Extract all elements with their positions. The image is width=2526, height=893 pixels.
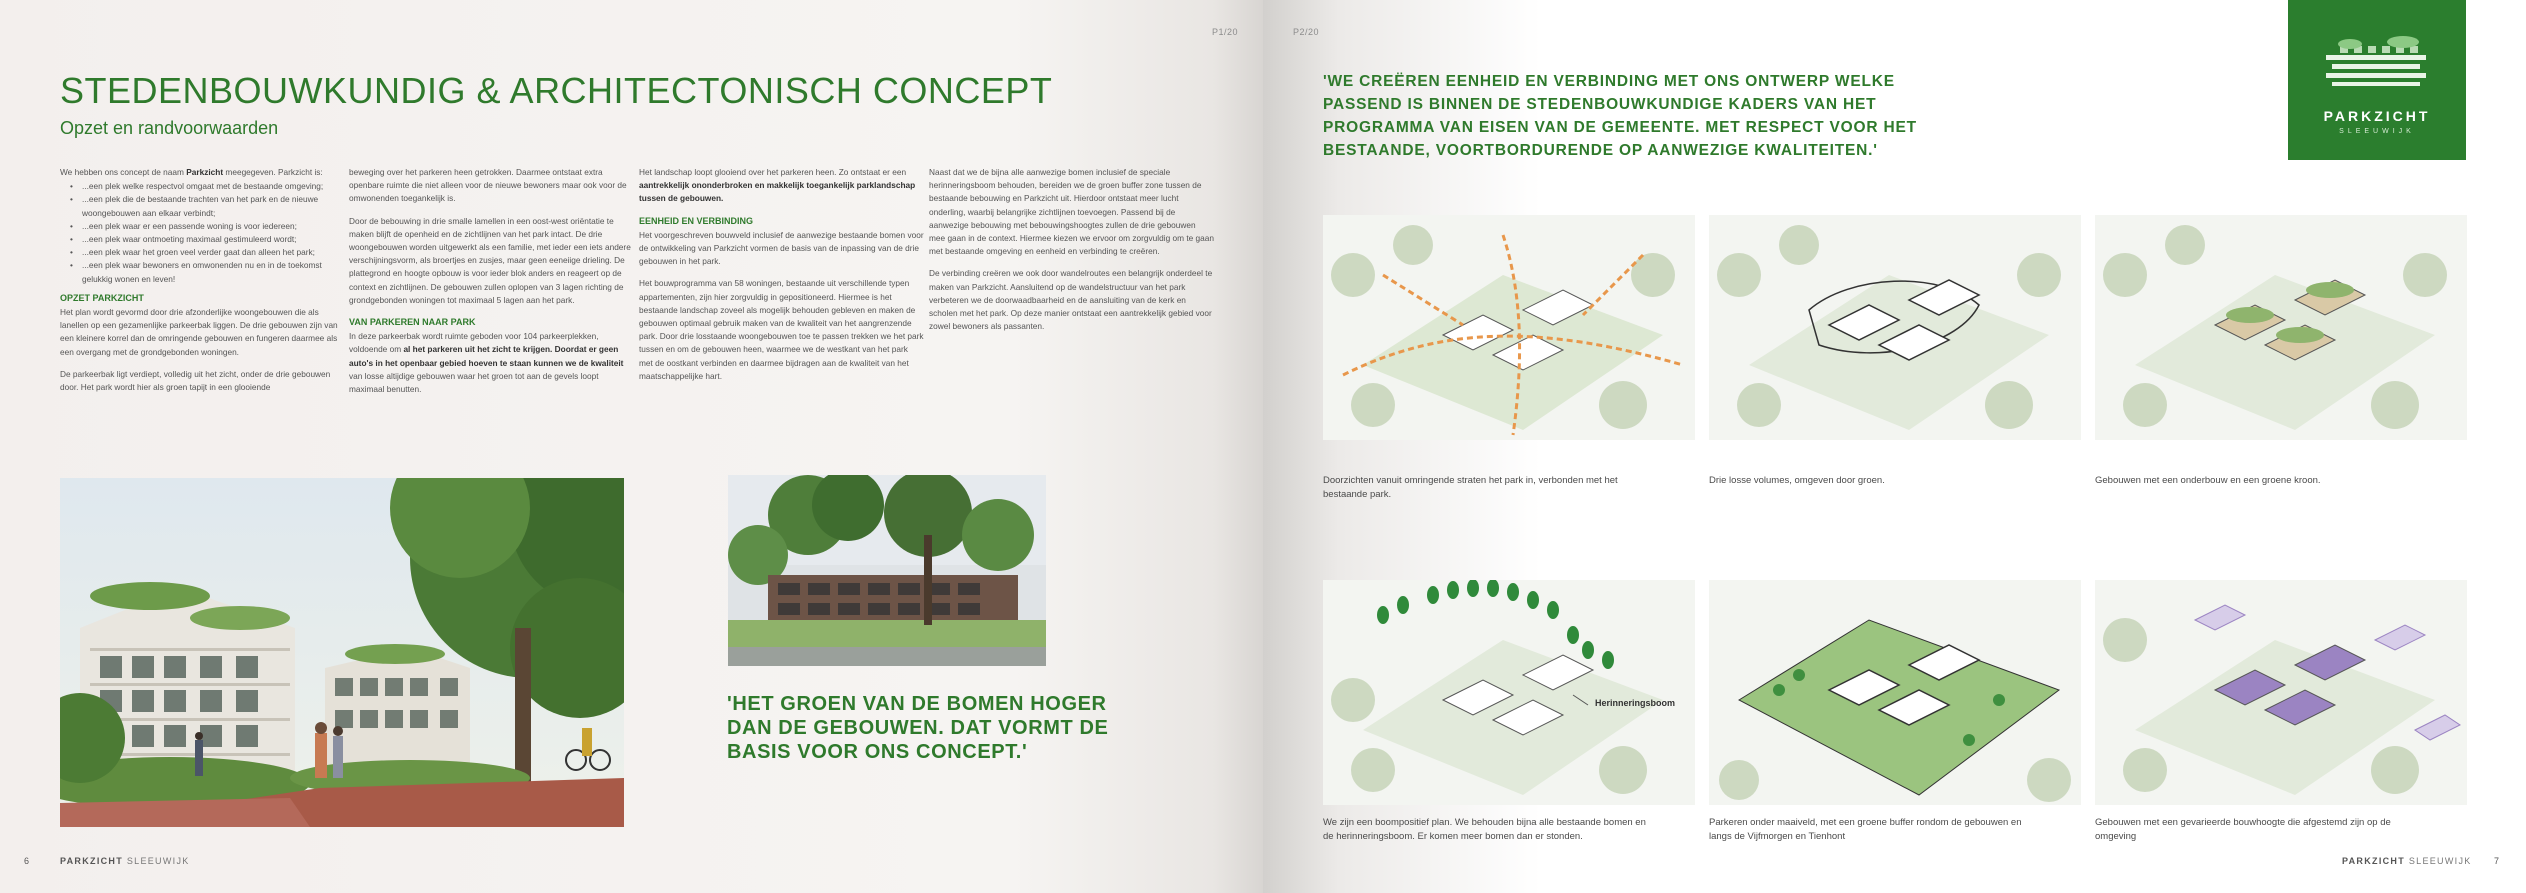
architectural-render-image	[60, 478, 624, 827]
section-heading: OPZET PARKZICHT	[60, 292, 144, 303]
text-column-2	[349, 166, 634, 405]
paragraph: Door de bebouwing in drie smalle lamellen in een oost-west oriëntatie te maken blijft de openheid en de zichtlijnen van het park intact. De drie woongebouwen worden uitgewerkt als een familie, met ieder een iets andere verschijningsvorm, als broertjes en zusjes, maar geen eeneiige drieling. De plattegrond en hoogte opbouw is voor ieder blok anders en reageert op de context en zichtlijnen. De gebouwen zullen oplopen van 3 lagen richting de grondgebonden woningen tot maximaal 5 lagen aan het park.	[349, 215, 631, 305]
page-reference: P1/20	[1212, 27, 1239, 37]
paragraph: Het voorgeschreven bouwveld inclusief de aanwezige bestaande bomen voor de ontwikkeling van Parkzicht vormen de basis van de inpassing van de drie gebouwen in het park.	[639, 229, 924, 267]
logo-wordmark: PARKZICHT	[2323, 108, 2431, 124]
pull-quote: 'WE CREËREN EENHEID EN VERBINDING MET ONS ONTWERP WELKE PASSEND IS BINNEN DE STEDENBOUWKUNDIGE KADERS VAN HET PROGRAMMA VAN EISEN VAN DE GEMEENTE. MET RESPECT VOOR HET BESTAANDE, VOORTBORDURENDE OP AANWEZIGE KWALITEITEN.'	[1323, 73, 1917, 159]
paragraph: In deze parkeerbak wordt ruimte geboden voor 104 parkeerplekken, voldoende om al het parkeren uit het zicht te krijgen. Doordat er geen auto's in het openbaar gebied hoeven te staan kunnen we de kwaliteit van losse altijdige gebouwen waar het groen tot aan de gevels loopt maximaal benutten.	[349, 331, 624, 395]
page-title: STEDENBOUWKUNDIG & ARCHITECTONISCH CONCEPT	[60, 70, 1053, 111]
building-logo-icon	[2288, 0, 2466, 100]
logo-subtitle: SLEEUWIJK	[2339, 128, 2415, 135]
list-item: • ...een plek waar het groen veel verder gaat dan alleen het park;	[74, 246, 345, 259]
text-column-3	[639, 166, 924, 392]
text-column-4	[929, 166, 1214, 342]
diagram-caption: Gebouwen met een gevarieerde bouwhoogte die afgestemd zijn op de omgeving	[2095, 817, 2391, 842]
diagram-caption: Doorzichten vanuit omringende straten het park in, verbonden met het bestaande park.	[1323, 475, 1618, 500]
diagram-caption: We zijn een boompositief plan. We behouden bijna alle bestaande bomen en de herinneringsboom. Er komen meer bomen dan er stonden.	[1323, 817, 1646, 842]
diagram-sightlines	[1323, 215, 1695, 440]
herinneringsboom-label: Herinneringsboom	[1595, 698, 1676, 708]
footer-brand: PARKZICHT SLEEUWIJK	[60, 856, 190, 866]
diagram-caption: Drie losse volumes, omgeven door groen.	[1709, 475, 1885, 486]
diagram-parking-buffer	[1709, 580, 2081, 805]
page-number: 6	[24, 856, 30, 866]
section-heading: EENHEID EN VERBINDING	[639, 215, 754, 226]
paragraph: Naast dat we de bijna alle aanwezige bomen inclusief de speciale herinneringsboom behouden, bereiden we de groen buffer zone tussen de bestaande bebouwing en Parkzicht uit. Hierdoor ontstaat meer lucht onderling, waarbij belangrijke zichtlijnen toevoegen. Passend bij de aanwezige bebouwing met bebouwingshoogtes zullen de drie gebouwen mee gaan in de context. Hiermee kiezen we ervoor om zorgvuldig om te gaan met bestaande omgeving en eenheid en verbinding te creëren.	[929, 167, 1215, 257]
list-item: • ...een plek waar er een passende woning is voor iedereen;	[74, 220, 345, 233]
diagram-three-volumes	[1709, 215, 2081, 440]
paragraph: De parkeerbak ligt verdiept, volledig uit het zicht, onder de drie gebouwen door. Het park wordt hier als groen tapijt in een glooiende	[60, 368, 331, 393]
concept-list	[74, 180, 345, 286]
paragraph: Het landschap loopt glooiend over het parkeren heen. Zo ontstaat er een aantrekkelijk ononderbroken en makkelijk toegankelijk parklandschap tussen de gebouwen.	[639, 167, 916, 204]
paragraph: beweging over het parkeren heen getrokken. Daarmee ontstaat extra openbare ruimte die niet alleen voor de nieuwe bewoners maar ook voor de omwonenden toegankelijk is.	[349, 167, 627, 204]
diagram-caption: Parkeren onder maaiveld, met een groene buffer rondom de gebouwen en langs de Vijfmorgen en Tienhont	[1709, 817, 2022, 842]
paragraph: Het plan wordt gevormd door drie afzonderlijke woongebouwen die als lanellen op een gezamenlijke parkeerbak liggen. De drie gebouwen zijn van een kleinere korrel dan de omringende gebouwen en fungeren daarmee als een overgang met de grondgebonden woningen.	[60, 307, 338, 357]
list-item: • ...een plek die de bestaande trachten van het park en de nieuwe woongebouwen aan elkaar verbindt;	[74, 193, 345, 219]
paragraph: De verbinding creëren we ook door wandelroutes een belangrijk onderdeel te maken van Parkzicht. Aansluitend op de wandelstructuur van het park verbeteren we de doorwaadbaarheid en de aansluiting van de kerk en scholen met het park. Op deze manier ontstaat een aantrekkelijk gebied voor zowel bewoners als passanten.	[929, 268, 1213, 332]
intro-paragraph: We hebben ons concept de naam Parkzicht meegegeven. Parkzicht is:	[60, 167, 323, 177]
page-reference: P2/20	[1293, 27, 1320, 37]
page-subtitle: Opzet en randvoorwaarden	[60, 118, 279, 138]
diagram-trees	[1323, 580, 1695, 805]
text-column-1	[60, 166, 345, 403]
parkzicht-logo	[2288, 0, 2466, 160]
page-number: 7	[2494, 856, 2500, 866]
existing-site-photo	[728, 475, 1046, 666]
list-item: • ...een plek waar bewoners en omwonenden nu en in de toekomst gelukkig wonen en leven!	[74, 259, 345, 285]
list-item: • ...een plek welke respectvol omgaat met de bestaande omgeving;	[74, 180, 345, 193]
footer-brand: PARKZICHT SLEEUWIJK	[2342, 856, 2472, 866]
section-heading: VAN PARKEREN NAAR PARK	[349, 317, 476, 328]
diagram-green-crown	[2095, 215, 2467, 440]
list-item: • ...een plek waar ontmoeting maximaal gestimuleerd wordt;	[74, 233, 345, 246]
pull-quote: 'HET GROEN VAN DE BOMEN HOGER DAN DE GEBOUWEN. DAT VORMT DE BASIS VOOR ONS CONCEPT.'	[727, 693, 1109, 763]
diagram-building-heights	[2095, 580, 2467, 805]
diagram-caption: Gebouwen met een onderbouw en een groene kroon.	[2095, 475, 2321, 486]
paragraph: Het bouwprogramma van 58 woningen, bestaande uit verschillende typen appartementen, zijn hier zorgvuldig in gepositioneerd. Hiermee is het bestaande landschap zoveel als mogelijk behouden gebleven en maken de gebouwen optimaal gebruik maken van de kwaliteit van het aangrenzende park. Door drie losstaande woongebouwen toe te passen trekken we het park tussen en om de gebouwen heen, waarmee we de westkant van het park met de oostkant verbinden en daarmee bijdragen aan de kwaliteit van het maatschappelijke hart.	[639, 278, 924, 381]
